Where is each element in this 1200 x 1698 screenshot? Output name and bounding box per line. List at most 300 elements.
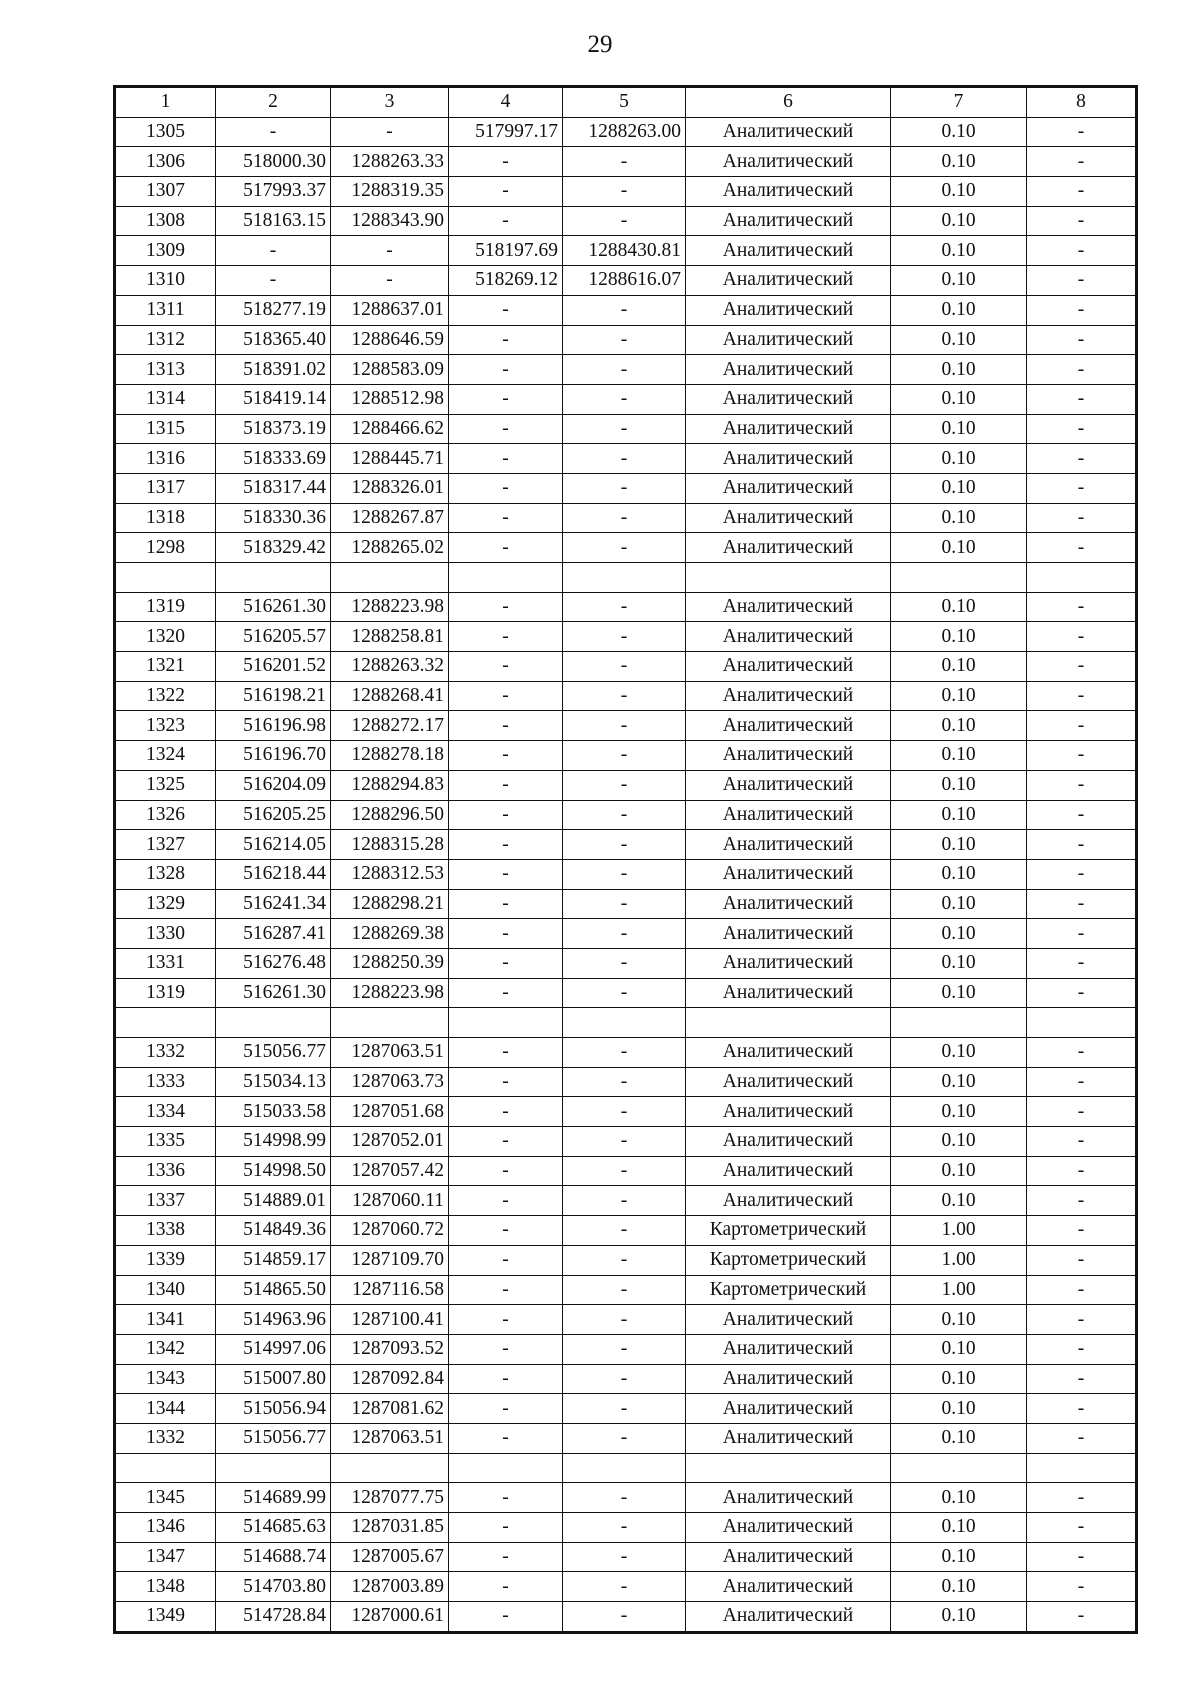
cell-point-number: 1311	[115, 295, 216, 325]
table-row	[115, 444, 1137, 474]
table-row	[115, 770, 1137, 800]
cell-accuracy: 0.10	[891, 1067, 1027, 1097]
cell-x-coordinate: 515007.80	[216, 1364, 331, 1394]
cell-note: -	[1027, 147, 1137, 177]
cell-note: -	[1027, 1334, 1137, 1364]
cell-y-coordinate-alt: -	[563, 948, 686, 978]
cell-note: -	[1027, 1305, 1137, 1335]
cell-note: -	[1027, 948, 1137, 978]
cell-x-coordinate-alt: -	[449, 1572, 563, 1602]
cell-x-coordinate: 514703.80	[216, 1572, 331, 1602]
cell-x-coordinate: 516261.30	[216, 978, 331, 1008]
cell-accuracy: 0.10	[891, 444, 1027, 474]
cell-y-coordinate: 1287093.52	[331, 1334, 449, 1364]
table-row	[115, 1156, 1137, 1186]
cell-y-coordinate-alt: -	[563, 325, 686, 355]
cell-x-coordinate: 515056.77	[216, 1038, 331, 1068]
cell-x-coordinate: 514849.36	[216, 1216, 331, 1246]
cell-y-coordinate-alt: 1288616.07	[563, 266, 686, 296]
cell-x-coordinate-alt: -	[449, 444, 563, 474]
cell-x-coordinate-alt: 518269.12	[449, 266, 563, 296]
cell-point-number: 1307	[115, 177, 216, 207]
cell-method: Аналитический	[686, 681, 891, 711]
cell-point-number: 1335	[115, 1127, 216, 1157]
cell-accuracy: 0.10	[891, 1364, 1027, 1394]
cell-y-coordinate: 1287063.51	[331, 1038, 449, 1068]
table-row	[115, 1067, 1137, 1097]
cell-x-coordinate: -	[216, 117, 331, 147]
cell-note: -	[1027, 711, 1137, 741]
cell-y-coordinate: 1287081.62	[331, 1394, 449, 1424]
cell-y-coordinate: 1287051.68	[331, 1097, 449, 1127]
table-row	[115, 177, 1137, 207]
cell-x-coordinate: 518365.40	[216, 325, 331, 355]
cell-x-coordinate: 516201.52	[216, 652, 331, 682]
cell-y-coordinate-alt: -	[563, 859, 686, 889]
cell-point-number: 1318	[115, 503, 216, 533]
cell-note: -	[1027, 117, 1137, 147]
cell-note: -	[1027, 355, 1137, 385]
cell-accuracy: 0.10	[891, 266, 1027, 296]
cell-y-coordinate: 1287109.70	[331, 1245, 449, 1275]
cell-x-coordinate: 516276.48	[216, 948, 331, 978]
cell-y-coordinate-alt: -	[563, 622, 686, 652]
cell-method: Картометрический	[686, 1245, 891, 1275]
cell-y-coordinate: 1287092.84	[331, 1364, 449, 1394]
cell-method: Аналитический	[686, 147, 891, 177]
cell-x-coordinate: 518317.44	[216, 473, 331, 503]
column-header: 8	[1027, 87, 1137, 118]
cell-note: -	[1027, 800, 1137, 830]
cell-x-coordinate-alt: -	[449, 1216, 563, 1246]
cell-point-number	[115, 1453, 216, 1483]
cell-x-coordinate: 516205.57	[216, 622, 331, 652]
cell-accuracy: 0.10	[891, 1127, 1027, 1157]
cell-y-coordinate-alt: -	[563, 800, 686, 830]
table-row	[115, 1572, 1137, 1602]
cell-accuracy: 0.10	[891, 1097, 1027, 1127]
cell-method: Аналитический	[686, 800, 891, 830]
cell-y-coordinate: 1288296.50	[331, 800, 449, 830]
cell-accuracy: 0.10	[891, 355, 1027, 385]
cell-x-coordinate-alt: -	[449, 978, 563, 1008]
cell-x-coordinate-alt: -	[449, 533, 563, 563]
cell-x-coordinate-alt: -	[449, 1245, 563, 1275]
cell-note	[1027, 563, 1137, 593]
table-row	[115, 1008, 1137, 1038]
cell-x-coordinate-alt: -	[449, 1334, 563, 1364]
cell-x-coordinate: 514859.17	[216, 1245, 331, 1275]
cell-point-number: 1342	[115, 1334, 216, 1364]
cell-y-coordinate: 1287063.73	[331, 1067, 449, 1097]
cell-y-coordinate-alt: -	[563, 1542, 686, 1572]
cell-x-coordinate: 515033.58	[216, 1097, 331, 1127]
cell-x-coordinate: 514728.84	[216, 1602, 331, 1633]
table-row	[115, 1423, 1137, 1453]
cell-accuracy: 1.00	[891, 1275, 1027, 1305]
cell-accuracy: 0.10	[891, 889, 1027, 919]
cell-point-number: 1316	[115, 444, 216, 474]
cell-accuracy: 0.10	[891, 800, 1027, 830]
cell-point-number: 1326	[115, 800, 216, 830]
cell-x-coordinate-alt: -	[449, 1394, 563, 1424]
cell-x-coordinate-alt: -	[449, 859, 563, 889]
cell-note: -	[1027, 741, 1137, 771]
cell-accuracy: 0.10	[891, 503, 1027, 533]
table-row	[115, 1275, 1137, 1305]
cell-x-coordinate: 516204.09	[216, 770, 331, 800]
cell-y-coordinate-alt: -	[563, 384, 686, 414]
cell-accuracy: 0.10	[891, 473, 1027, 503]
cell-note: -	[1027, 177, 1137, 207]
table-row	[115, 859, 1137, 889]
cell-y-coordinate: 1288263.32	[331, 652, 449, 682]
cell-x-coordinate: 514689.99	[216, 1483, 331, 1513]
cell-note	[1027, 1453, 1137, 1483]
cell-y-coordinate-alt: -	[563, 889, 686, 919]
cell-accuracy: 1.00	[891, 1216, 1027, 1246]
cell-method: Аналитический	[686, 889, 891, 919]
cell-x-coordinate-alt: -	[449, 800, 563, 830]
cell-y-coordinate-alt: -	[563, 978, 686, 1008]
cell-point-number: 1317	[115, 473, 216, 503]
cell-point-number: 1334	[115, 1097, 216, 1127]
cell-x-coordinate-alt: -	[449, 1483, 563, 1513]
cell-point-number: 1298	[115, 533, 216, 563]
cell-accuracy: 0.10	[891, 384, 1027, 414]
cell-accuracy: 0.10	[891, 1394, 1027, 1424]
cell-x-coordinate-alt: -	[449, 711, 563, 741]
cell-note: -	[1027, 266, 1137, 296]
cell-note: -	[1027, 444, 1137, 474]
cell-y-coordinate-alt: -	[563, 1067, 686, 1097]
table-row	[115, 592, 1137, 622]
column-header: 4	[449, 87, 563, 118]
table-row	[115, 1334, 1137, 1364]
cell-y-coordinate-alt: -	[563, 1216, 686, 1246]
cell-method: Аналитический	[686, 741, 891, 771]
cell-y-coordinate-alt: -	[563, 206, 686, 236]
table-row	[115, 266, 1137, 296]
cell-x-coordinate: 516196.70	[216, 741, 331, 771]
cell-note: -	[1027, 859, 1137, 889]
cell-y-coordinate: 1288445.71	[331, 444, 449, 474]
cell-note: -	[1027, 681, 1137, 711]
cell-point-number: 1305	[115, 117, 216, 147]
cell-note: -	[1027, 295, 1137, 325]
cell-point-number: 1332	[115, 1038, 216, 1068]
cell-y-coordinate-alt	[563, 1008, 686, 1038]
cell-x-coordinate: 518277.19	[216, 295, 331, 325]
cell-accuracy: 0.10	[891, 177, 1027, 207]
cell-x-coordinate-alt: -	[449, 295, 563, 325]
cell-x-coordinate: 518163.15	[216, 206, 331, 236]
cell-y-coordinate-alt: -	[563, 473, 686, 503]
cell-accuracy: 0.10	[891, 147, 1027, 177]
cell-method: Аналитический	[686, 325, 891, 355]
cell-note: -	[1027, 1245, 1137, 1275]
cell-point-number: 1337	[115, 1186, 216, 1216]
cell-point-number: 1338	[115, 1216, 216, 1246]
cell-method: Картометрический	[686, 1216, 891, 1246]
cell-accuracy: 0.10	[891, 1186, 1027, 1216]
table-row	[115, 1364, 1137, 1394]
cell-x-coordinate-alt: -	[449, 1275, 563, 1305]
cell-note: -	[1027, 978, 1137, 1008]
cell-method: Аналитический	[686, 236, 891, 266]
cell-x-coordinate	[216, 563, 331, 593]
cell-y-coordinate-alt: -	[563, 1038, 686, 1068]
page-number: 29	[587, 31, 613, 58]
cell-x-coordinate-alt: -	[449, 1156, 563, 1186]
cell-method: Аналитический	[686, 1305, 891, 1335]
table-row	[115, 295, 1137, 325]
cell-method: Аналитический	[686, 1364, 891, 1394]
cell-x-coordinate-alt: -	[449, 681, 563, 711]
cell-note: -	[1027, 325, 1137, 355]
cell-note: -	[1027, 236, 1137, 266]
cell-accuracy: 0.10	[891, 533, 1027, 563]
cell-note: -	[1027, 1186, 1137, 1216]
table-row	[115, 1453, 1137, 1483]
cell-point-number: 1309	[115, 236, 216, 266]
cell-accuracy: 0.10	[891, 711, 1027, 741]
cell-note: -	[1027, 1156, 1137, 1186]
cell-y-coordinate-alt: -	[563, 830, 686, 860]
cell-y-coordinate: 1287057.42	[331, 1156, 449, 1186]
cell-x-coordinate-alt: -	[449, 177, 563, 207]
cell-y-coordinate	[331, 1008, 449, 1038]
cell-point-number: 1347	[115, 1542, 216, 1572]
cell-point-number: 1312	[115, 325, 216, 355]
cell-x-coordinate-alt: -	[449, 473, 563, 503]
cell-y-coordinate-alt: -	[563, 295, 686, 325]
cell-y-coordinate: 1288312.53	[331, 859, 449, 889]
cell-method: Аналитический	[686, 117, 891, 147]
cell-x-coordinate-alt: -	[449, 325, 563, 355]
table-row	[115, 1186, 1137, 1216]
cell-note: -	[1027, 919, 1137, 949]
cell-y-coordinate-alt: -	[563, 681, 686, 711]
cell-y-coordinate: 1288512.98	[331, 384, 449, 414]
cell-note: -	[1027, 1572, 1137, 1602]
cell-accuracy: 0.10	[891, 859, 1027, 889]
cell-y-coordinate-alt: -	[563, 147, 686, 177]
cell-y-coordinate-alt: -	[563, 711, 686, 741]
cell-y-coordinate: 1288269.38	[331, 919, 449, 949]
table-row	[115, 681, 1137, 711]
coordinates-table	[113, 85, 1138, 1634]
cell-y-coordinate-alt: -	[563, 919, 686, 949]
cell-x-coordinate-alt: -	[449, 355, 563, 385]
cell-method: Аналитический	[686, 652, 891, 682]
cell-y-coordinate-alt: 1288263.00	[563, 117, 686, 147]
table-row	[115, 236, 1137, 266]
cell-x-coordinate: 518333.69	[216, 444, 331, 474]
table-row	[115, 1394, 1137, 1424]
cell-y-coordinate-alt: -	[563, 444, 686, 474]
cell-method: Аналитический	[686, 1186, 891, 1216]
cell-x-coordinate-alt: -	[449, 1067, 563, 1097]
cell-x-coordinate	[216, 1453, 331, 1483]
cell-note: -	[1027, 622, 1137, 652]
cell-accuracy: 0.10	[891, 1513, 1027, 1543]
cell-method	[686, 1008, 891, 1038]
cell-y-coordinate-alt: -	[563, 533, 686, 563]
cell-x-coordinate-alt: -	[449, 919, 563, 949]
cell-method: Аналитический	[686, 1334, 891, 1364]
cell-method: Аналитический	[686, 444, 891, 474]
cell-y-coordinate-alt: -	[563, 1483, 686, 1513]
cell-x-coordinate: 518330.36	[216, 503, 331, 533]
table-row	[115, 1483, 1137, 1513]
cell-point-number	[115, 1008, 216, 1038]
cell-point-number: 1313	[115, 355, 216, 385]
cell-method: Аналитический	[686, 1394, 891, 1424]
cell-x-coordinate-alt: -	[449, 770, 563, 800]
cell-note: -	[1027, 1097, 1137, 1127]
cell-method: Аналитический	[686, 1602, 891, 1633]
cell-note	[1027, 1008, 1137, 1038]
cell-x-coordinate-alt: -	[449, 889, 563, 919]
cell-x-coordinate: 515056.94	[216, 1394, 331, 1424]
cell-y-coordinate: 1287060.72	[331, 1216, 449, 1246]
cell-point-number: 1327	[115, 830, 216, 860]
cell-x-coordinate-alt: -	[449, 414, 563, 444]
cell-method: Аналитический	[686, 919, 891, 949]
cell-accuracy: 0.10	[891, 1334, 1027, 1364]
cell-y-coordinate: -	[331, 236, 449, 266]
cell-point-number: 1331	[115, 948, 216, 978]
cell-note: -	[1027, 1423, 1137, 1453]
cell-y-coordinate-alt: -	[563, 1513, 686, 1543]
column-header: 5	[563, 87, 686, 118]
cell-y-coordinate: -	[331, 117, 449, 147]
cell-note: -	[1027, 1067, 1137, 1097]
cell-note: -	[1027, 1513, 1137, 1543]
cell-accuracy: 0.10	[891, 948, 1027, 978]
cell-note: -	[1027, 770, 1137, 800]
cell-accuracy	[891, 563, 1027, 593]
cell-method: Аналитический	[686, 978, 891, 1008]
cell-y-coordinate-alt: -	[563, 1602, 686, 1633]
cell-note: -	[1027, 384, 1137, 414]
cell-x-coordinate: 517993.37	[216, 177, 331, 207]
cell-accuracy: 0.10	[891, 1542, 1027, 1572]
cell-x-coordinate-alt	[449, 563, 563, 593]
cell-y-coordinate-alt	[563, 563, 686, 593]
cell-y-coordinate-alt: -	[563, 1186, 686, 1216]
cell-x-coordinate-alt	[449, 1453, 563, 1483]
cell-point-number: 1325	[115, 770, 216, 800]
cell-y-coordinate: 1288265.02	[331, 533, 449, 563]
cell-y-coordinate-alt: -	[563, 1156, 686, 1186]
cell-point-number: 1315	[115, 414, 216, 444]
cell-x-coordinate	[216, 1008, 331, 1038]
cell-note: -	[1027, 1542, 1137, 1572]
cell-x-coordinate: 514998.99	[216, 1127, 331, 1157]
cell-accuracy	[891, 1008, 1027, 1038]
cell-x-coordinate: 514685.63	[216, 1513, 331, 1543]
cell-y-coordinate: 1287031.85	[331, 1513, 449, 1543]
cell-x-coordinate-alt: -	[449, 592, 563, 622]
cell-point-number: 1306	[115, 147, 216, 177]
cell-x-coordinate: -	[216, 236, 331, 266]
cell-note: -	[1027, 206, 1137, 236]
cell-y-coordinate: 1288583.09	[331, 355, 449, 385]
cell-point-number: 1333	[115, 1067, 216, 1097]
cell-point-number: 1336	[115, 1156, 216, 1186]
cell-y-coordinate: 1287052.01	[331, 1127, 449, 1157]
cell-method: Аналитический	[686, 592, 891, 622]
cell-x-coordinate: 514889.01	[216, 1186, 331, 1216]
cell-y-coordinate: 1288466.62	[331, 414, 449, 444]
cell-y-coordinate: 1288278.18	[331, 741, 449, 771]
cell-x-coordinate: 518419.14	[216, 384, 331, 414]
cell-point-number: 1320	[115, 622, 216, 652]
cell-x-coordinate: 516218.44	[216, 859, 331, 889]
cell-y-coordinate-alt	[563, 1453, 686, 1483]
table-row	[115, 325, 1137, 355]
cell-point-number: 1349	[115, 1602, 216, 1633]
cell-method: Аналитический	[686, 533, 891, 563]
cell-x-coordinate-alt: -	[449, 1542, 563, 1572]
cell-method: Аналитический	[686, 295, 891, 325]
cell-y-coordinate: 1288272.17	[331, 711, 449, 741]
cell-y-coordinate: 1288646.59	[331, 325, 449, 355]
table-row	[115, 741, 1137, 771]
cell-method: Аналитический	[686, 266, 891, 296]
cell-x-coordinate: 514963.96	[216, 1305, 331, 1335]
cell-method: Аналитический	[686, 1097, 891, 1127]
cell-y-coordinate: 1287063.51	[331, 1423, 449, 1453]
column-header: 6	[686, 87, 891, 118]
cell-x-coordinate-alt: -	[449, 1038, 563, 1068]
cell-point-number: 1345	[115, 1483, 216, 1513]
cell-note: -	[1027, 533, 1137, 563]
cell-x-coordinate: 518329.42	[216, 533, 331, 563]
cell-point-number: 1341	[115, 1305, 216, 1335]
column-header: 2	[216, 87, 331, 118]
cell-accuracy: 0.10	[891, 978, 1027, 1008]
cell-x-coordinate: 516287.41	[216, 919, 331, 949]
cell-x-coordinate: 518391.02	[216, 355, 331, 385]
cell-accuracy: 1.00	[891, 1245, 1027, 1275]
cell-accuracy: 0.10	[891, 117, 1027, 147]
table-row	[115, 1542, 1137, 1572]
cell-accuracy	[891, 1453, 1027, 1483]
cell-method: Аналитический	[686, 1423, 891, 1453]
cell-method: Аналитический	[686, 1572, 891, 1602]
cell-x-coordinate: 515056.77	[216, 1423, 331, 1453]
cell-y-coordinate-alt: -	[563, 1394, 686, 1424]
cell-y-coordinate: 1288267.87	[331, 503, 449, 533]
cell-x-coordinate-alt: -	[449, 1186, 563, 1216]
cell-note: -	[1027, 1275, 1137, 1305]
table-row	[115, 1097, 1137, 1127]
table-row	[115, 147, 1137, 177]
cell-y-coordinate: 1287077.75	[331, 1483, 449, 1513]
table-row	[115, 1305, 1137, 1335]
cell-method: Аналитический	[686, 177, 891, 207]
cell-point-number: 1324	[115, 741, 216, 771]
table-row	[115, 1038, 1137, 1068]
cell-accuracy: 0.10	[891, 414, 1027, 444]
cell-x-coordinate: 516214.05	[216, 830, 331, 860]
cell-method	[686, 1453, 891, 1483]
table-header-row	[115, 87, 1137, 118]
table-row	[115, 117, 1137, 147]
